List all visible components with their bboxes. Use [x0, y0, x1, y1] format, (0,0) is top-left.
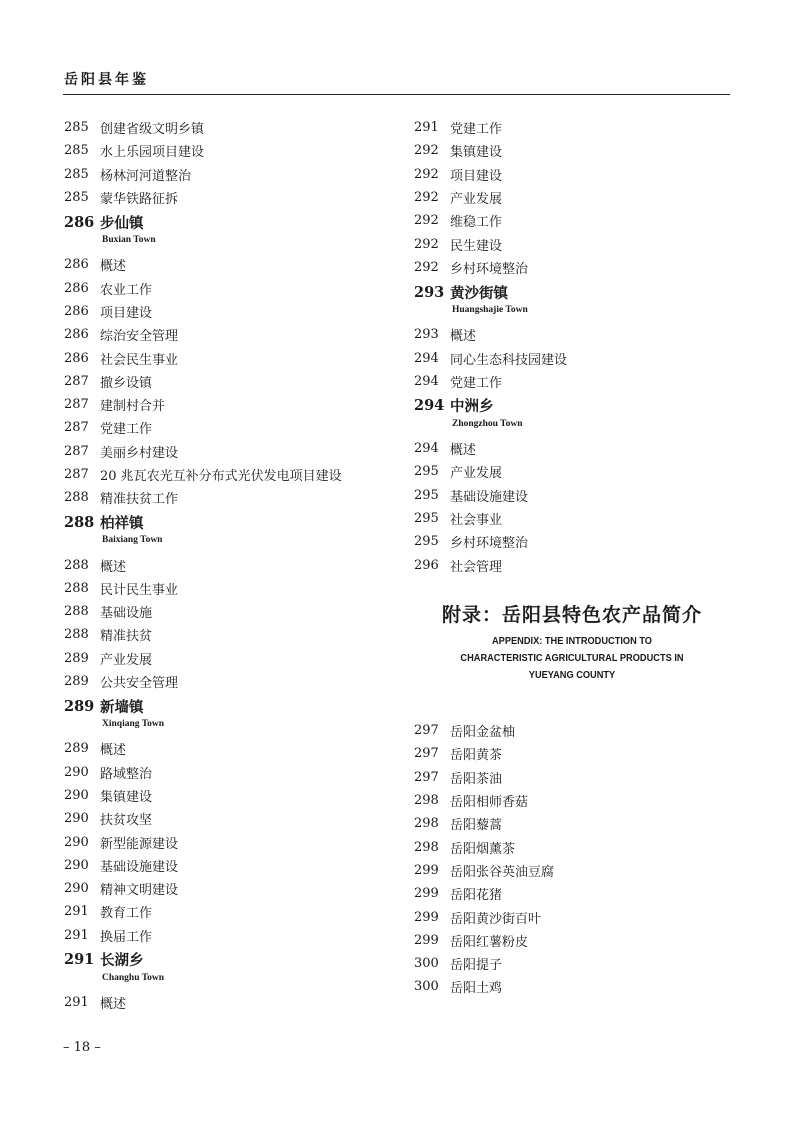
toc-section-heading [64, 209, 384, 235]
toc-entry [64, 761, 384, 784]
toc-section-heading [64, 947, 384, 973]
toc-entry [64, 991, 384, 1014]
toc-page-number: 292 [414, 259, 439, 275]
toc-entry [414, 719, 734, 742]
toc-entry-title: 岳阳茶油 [450, 771, 503, 787]
toc-entry [414, 882, 734, 905]
toc-entry-title: 岳阳土鸡 [450, 981, 503, 997]
toc-page-number: 287 [64, 467, 89, 482]
toc-page-number: 291 [64, 904, 89, 920]
toc-page-number: 293 [414, 283, 445, 301]
toc-page-number: 287 [64, 373, 89, 389]
toc-entry-title: 乡村环境整治 [450, 261, 529, 277]
toc-entry [64, 830, 384, 853]
toc-entry [414, 975, 734, 998]
toc-entry-title: 社会管理 [450, 559, 503, 575]
toc-page-number: 292 [414, 143, 439, 159]
toc-entry [414, 370, 734, 393]
toc-entry [414, 553, 734, 576]
toc-entry [64, 784, 384, 807]
toc-entry [64, 300, 384, 323]
toc-entry-title: 基础设施建设 [100, 859, 179, 875]
toc-entry [414, 116, 734, 139]
toc-page-number: 300 [414, 979, 439, 995]
toc-entry [414, 789, 734, 812]
toc-page-number: 286 [64, 280, 89, 296]
toc-page-number: 295 [414, 511, 439, 526]
toc-entry-title: 岳阳金盆柚 [450, 725, 516, 741]
toc-section-heading [64, 693, 384, 719]
toc-entry-title: 概述 [100, 559, 127, 575]
toc-page-number: 299 [414, 886, 439, 902]
toc-entry-title: 岳阳相师香菇 [450, 795, 529, 811]
toc-entry-title: 岳阳张谷英油豆腐 [450, 864, 555, 880]
toc-page-number: 297 [414, 723, 439, 739]
toc-page-number: 293 [414, 327, 439, 343]
toc-entry-title: 新型能源建设 [100, 836, 179, 852]
toc-town-english-name: Xinqiang Town [102, 719, 165, 730]
toc-entry-title: 岳阳黄茶 [450, 748, 503, 764]
toc-entry [64, 553, 384, 576]
toc-town-title: 中洲乡 [450, 398, 494, 416]
toc-entry-title: 公共安全管理 [100, 676, 179, 692]
toc-page-number: 289 [64, 697, 95, 715]
appendix-title-zh: 附录：岳阳县特色农产品简介 [441, 604, 702, 626]
toc-entry-title: 岳阳提子 [450, 958, 503, 974]
toc-entry [414, 256, 734, 279]
appendix-item-list [414, 719, 734, 999]
toc-page-number: 286 [64, 350, 89, 366]
toc-town-english-name: Buxian Town [102, 235, 156, 246]
toc-entry-title: 社会民生事业 [100, 352, 179, 368]
toc-entry [64, 577, 384, 600]
toc-entry [64, 854, 384, 877]
toc-entry-title: 概述 [100, 997, 127, 1013]
toc-entry-title: 党建工作 [450, 122, 503, 138]
toc-entry-title: 岳阳红薯粉皮 [450, 934, 529, 950]
toc-page-number: 290 [64, 857, 89, 873]
toc-page-number: 286 [64, 303, 89, 319]
toc-entry-title: 教育工作 [100, 906, 153, 922]
toc-entry [64, 116, 384, 139]
toc-left-column [64, 116, 384, 1014]
toc-page-number: 292 [414, 166, 439, 182]
toc-entry-title: 基础设施建设 [450, 489, 529, 505]
toc-entry [414, 766, 734, 789]
toc-town-title: 柏祥镇 [100, 514, 144, 532]
toc-page-number: 291 [64, 995, 89, 1011]
toc-entry-title: 项目建设 [450, 168, 503, 184]
toc-entry-title: 路域整治 [100, 766, 153, 782]
toc-entry [414, 323, 734, 346]
toc-entry-title: 换届工作 [100, 929, 153, 945]
toc-town-english-name: Zhongzhou Town [452, 418, 523, 429]
toc-entry [64, 877, 384, 900]
toc-town-title: 步仙镇 [100, 214, 144, 232]
toc-page-number: 299 [414, 909, 439, 925]
toc-town-english-name: Baixiang Town [102, 535, 163, 546]
toc-entry-title: 产业发展 [450, 466, 503, 482]
appendix-heading [414, 600, 730, 684]
appendix-title-en-line: APPENDIX: THE INTRODUCTION TO [492, 635, 652, 647]
toc-page-number: 286 [64, 213, 95, 231]
toc-entry [64, 623, 384, 646]
toc-town-english-name: Changhu Town [102, 972, 165, 983]
toc-right-column [414, 116, 734, 577]
toc-page-number: 295 [414, 534, 439, 550]
toc-entry-title: 党建工作 [450, 375, 503, 391]
toc-entry-title: 建制村合并 [100, 399, 166, 415]
toc-page-number: 292 [414, 213, 439, 229]
toc-entry [414, 186, 734, 209]
toc-entry [414, 437, 734, 460]
toc-page-number: 286 [64, 327, 89, 343]
toc-page-number: 289 [64, 741, 89, 757]
toc-entry-title: 产业发展 [100, 652, 153, 668]
toc-entry [64, 737, 384, 760]
toc-section-heading [414, 279, 734, 305]
toc-entry [64, 276, 384, 299]
toc-page-number: 295 [414, 487, 439, 503]
toc-page-number: 299 [414, 932, 439, 948]
toc-entry-title: 项目建设 [100, 305, 153, 321]
toc-page-number: 290 [64, 811, 89, 827]
toc-entry [414, 530, 734, 553]
toc-page-number: 287 [64, 420, 89, 436]
toc-page-number: 294 [414, 373, 439, 389]
toc-entry-title: 精神文明建设 [100, 883, 179, 899]
toc-entry [414, 209, 734, 232]
toc-entry-title: 农业工作 [100, 282, 153, 298]
toc-page-number: 285 [64, 120, 89, 136]
toc-page-number: 292 [414, 236, 439, 252]
toc-entry-title: 概述 [100, 743, 127, 759]
toc-entry-title: 20 兆瓦农光互补分布式光伏发电项目建设 [100, 469, 342, 484]
appendix-title-en [433, 633, 711, 684]
toc-entry [64, 900, 384, 923]
toc-entry [414, 835, 734, 858]
toc-entry [414, 507, 734, 530]
toc-town-title: 长湖乡 [100, 952, 144, 970]
toc-entry [414, 905, 734, 928]
toc-entry [414, 859, 734, 882]
toc-entry-title: 蒙华铁路征拆 [100, 192, 179, 208]
toc-entry [64, 393, 384, 416]
toc-entry [64, 139, 384, 162]
toc-page-number: 288 [64, 490, 89, 506]
appendix-title-en-line: YUEYANG COUNTY [528, 669, 616, 681]
toc-page-number: 298 [414, 816, 439, 832]
toc-entry-title: 综治安全管理 [100, 329, 179, 345]
toc-page-number: 298 [414, 839, 439, 855]
toc-entry-title: 同心生态科技园建设 [450, 352, 568, 368]
toc-entry [64, 163, 384, 186]
toc-entry [414, 139, 734, 162]
toc-page-number: 288 [64, 627, 89, 643]
toc-page-number: 292 [414, 190, 439, 206]
toc-page-number: 297 [414, 746, 439, 762]
toc-entry [64, 186, 384, 209]
toc-entry-title: 撤乡设镇 [100, 375, 153, 391]
toc-page-number: 290 [64, 787, 89, 803]
toc-entry-title: 扶贫攻坚 [100, 813, 153, 829]
toc-entry [64, 253, 384, 276]
toc-page-number: 291 [64, 951, 95, 969]
toc-page-number: 290 [64, 764, 89, 780]
toc-page-number: 291 [64, 927, 89, 943]
toc-entry-title: 杨林河河道整治 [100, 168, 192, 184]
toc-entry [414, 812, 734, 835]
toc-entry [414, 232, 734, 255]
toc-page-number: 287 [64, 443, 89, 459]
toc-entry-title: 岳阳藜蒿 [450, 818, 503, 834]
toc-entry-title: 美丽乡村建设 [100, 445, 179, 461]
toc-entry [64, 463, 384, 486]
toc-entry-title: 民计民生事业 [100, 582, 179, 598]
toc-entry [64, 486, 384, 509]
toc-page-number: 294 [414, 350, 439, 366]
toc-entry [64, 647, 384, 670]
toc-page-number: 285 [64, 166, 89, 182]
running-header-title: 岳阳县年鉴 [64, 72, 149, 88]
toc-page-number: 288 [64, 557, 89, 573]
toc-entry [414, 346, 734, 369]
toc-entry-title: 概述 [100, 259, 127, 275]
toc-page-number: 300 [414, 956, 439, 972]
toc-entry-title: 概述 [450, 443, 477, 459]
toc-entry-title: 创建省级文明乡镇 [100, 122, 205, 138]
toc-page-number: 289 [64, 674, 89, 690]
toc-section-heading [414, 393, 734, 419]
toc-entry [64, 416, 384, 439]
toc-entry [64, 346, 384, 369]
toc-entry-title: 乡村环境整治 [450, 536, 529, 552]
toc-entry [414, 929, 734, 952]
toc-entry [414, 460, 734, 483]
toc-entry [64, 323, 384, 346]
toc-entry-title: 集镇建设 [450, 145, 503, 161]
toc-entry-title: 概述 [450, 329, 477, 345]
toc-entry [414, 742, 734, 765]
toc-page-number: 288 [64, 513, 95, 531]
toc-page-number: 299 [414, 862, 439, 878]
toc-entry-title: 维稳工作 [450, 215, 503, 231]
toc-entry-title: 岳阳黄沙街百叶 [450, 911, 542, 927]
toc-entry-title: 岳阳烟薰茶 [450, 841, 516, 857]
toc-town-title: 新墙镇 [100, 698, 144, 716]
toc-page-number: 289 [64, 650, 89, 666]
header-rule [63, 94, 730, 95]
toc-town-title: 黄沙街镇 [450, 284, 508, 302]
toc-page-number: 285 [64, 190, 89, 206]
toc-page-number: 296 [414, 557, 439, 573]
toc-entry-title: 集镇建设 [100, 789, 153, 805]
appendix-title-en-line: CHARACTERISTIC AGRICULTURAL PRODUCTS IN [460, 652, 684, 664]
toc-page-number: 297 [414, 769, 439, 785]
toc-entry [64, 924, 384, 947]
toc-entry-title: 产业发展 [450, 192, 503, 208]
toc-entry-title: 民生建设 [450, 238, 503, 254]
toc-page-number: 294 [414, 441, 439, 457]
toc-entry-title: 水上乐园项目建设 [100, 145, 205, 161]
toc-entry [64, 670, 384, 693]
toc-entry [64, 807, 384, 830]
toc-entry [414, 484, 734, 507]
toc-entry-title: 精准扶贫 [100, 629, 153, 645]
toc-entry [414, 952, 734, 975]
toc-entry [64, 370, 384, 393]
toc-page-number: 285 [64, 143, 89, 159]
toc-entry [64, 600, 384, 623]
toc-page-number: 288 [64, 580, 89, 596]
toc-page-number: 290 [64, 834, 89, 850]
toc-page-number: 288 [64, 604, 89, 620]
toc-page-number: 290 [64, 881, 89, 897]
toc-entry-title: 社会事业 [450, 513, 503, 528]
toc-page-number: 291 [414, 120, 439, 136]
toc-entry-title: 岳阳花猪 [450, 888, 503, 904]
page-number: – 18 – [63, 1040, 101, 1055]
toc-entry [64, 440, 384, 463]
toc-entry [414, 163, 734, 186]
toc-entry-title: 党建工作 [100, 422, 153, 438]
toc-page-number: 286 [64, 257, 89, 273]
toc-page-number: 298 [414, 793, 439, 809]
toc-town-english-name: Huangshajie Town [452, 305, 528, 316]
toc-page-number: 287 [64, 397, 89, 413]
toc-page-number: 295 [414, 464, 439, 480]
toc-entry-title: 基础设施 [100, 606, 153, 622]
toc-entry-title: 精准扶贫工作 [100, 492, 179, 508]
toc-page-number: 294 [414, 397, 445, 415]
toc-section-heading [64, 509, 384, 535]
